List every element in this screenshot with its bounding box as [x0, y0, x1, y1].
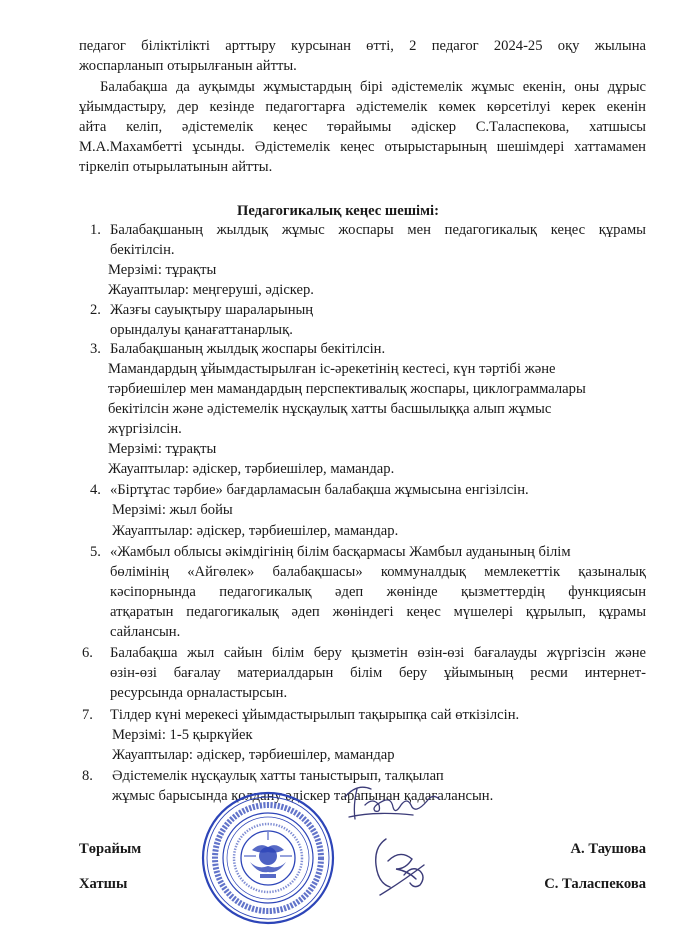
item-line: Тілдер күні мерекесі ұйымдастырылып тақырыпқа сай өткізілсін.: [110, 707, 520, 723]
item-line: ресурсында орналастырсын.: [110, 685, 288, 701]
item-line: Мерзімі: тұрақты: [108, 262, 217, 278]
item-line: Жазғы сауықтыру шараларының: [110, 302, 314, 318]
intro-line: жоспарланып отырылғанын айтты.: [79, 58, 297, 74]
item-line: сайлансын.: [110, 624, 181, 640]
item-line: Балабақша жыл сайын білім беру қызметін өзін-өзі бағалауды жүргізсін және: [110, 645, 646, 661]
item-number: 2.: [90, 302, 101, 318]
chair-name: А. Таушова: [570, 841, 646, 857]
official-stamp: [200, 790, 336, 926]
intro-line: тіркеліп отырылатынын айтты.: [79, 159, 273, 175]
intro-line: Балабақша да ауқымды жұмыстардың бірі әдістемелік жұмыс екенін, оны дұрыс: [100, 79, 646, 95]
item-number: 6.: [82, 645, 93, 661]
intro-line: ұйымдастыру, дер кезінде педагогтарға әдістемелік көмек көрсетілуі керек екенін: [79, 99, 646, 115]
item-line: Жауаптылар: әдіскер, тәрбиешілер, мамандар: [112, 747, 395, 763]
secretary-title: Хатшы: [79, 876, 128, 892]
item-line: Балабақшаның жылдық жоспары бекітілсін.: [110, 341, 386, 357]
item-line: бөлімінің «Айгөлек» балабақшасы» коммуналдық мемлекеттік қазыналық: [110, 564, 646, 580]
item-line: орындалуы қанағаттанарлық.: [110, 322, 293, 338]
intro-line: айта келіп, әдістемелік кеңес төрайымы әдіскер С.Таласпекова, хатшысы: [79, 119, 646, 135]
item-line: Мамандардың ұйымдастырылған іс-әрекетінің кестесі, күн тәртібі және: [108, 361, 556, 377]
item-line: кәсіпорнында педагогикалық әдеп жөнінде қызметтердің функциясын: [110, 584, 646, 600]
item-line: бекітілсін.: [110, 242, 175, 258]
chair-signature: [335, 775, 445, 830]
secretary-signature: [360, 825, 440, 905]
item-number: 5.: [90, 544, 101, 560]
item-line: Әдістемелік нұсқаулық хатты таныстырып, талқылап: [112, 768, 444, 784]
decision-heading: Педагогикалық кеңес шешімі:: [237, 203, 439, 219]
item-line: «Жамбыл облысы әкімдігінің білім басқармасы Жамбыл ауданының білім: [110, 544, 571, 560]
item-line: Балабақшаның жылдық жұмыс жоспары мен педагогикалық кеңес құрамы: [110, 222, 646, 238]
item-line: тәрбиешілер мен мамандардың перспективалық жоспары, циклограммалары: [108, 381, 586, 397]
item-line: Мерзімі: 1-5 қыркүйек: [112, 727, 253, 743]
item-line: бекітілсін және әдістемелік нұсқаулық хатты басшылыққа алып жұмыс: [108, 401, 552, 417]
item-number: 3.: [90, 341, 101, 357]
secretary-name: С. Таласпекова: [544, 876, 646, 892]
chair-title: Төрайым: [79, 841, 142, 857]
item-line: жүргізілсін.: [108, 421, 182, 437]
item-line: Мерзімі: жыл бойы: [112, 502, 233, 518]
item-line: Мерзімі: тұрақты: [108, 441, 217, 457]
item-number: 1.: [90, 222, 101, 238]
item-line: атқаратын педагогикалық әдеп жөніндегі кеңес мүшелері құрылып, құрамы: [110, 604, 646, 620]
item-line: жұмыс барысында қолдану әдіскер тарапынан қадағалансын.: [112, 788, 494, 804]
item-number: 7.: [82, 707, 93, 723]
item-number: 4.: [90, 482, 101, 498]
intro-line: педагог біліктілікті арттыру курсынан өтті, 2 педагог 2024-25 оқу жылына: [79, 38, 646, 54]
item-number: 8.: [82, 768, 93, 784]
item-line: Жауаптылар: әдіскер, тәрбиешілер, мамандар.: [112, 523, 399, 539]
item-line: Жауаптылар: меңгеруші, әдіскер.: [108, 282, 314, 298]
item-line: Жауаптылар: әдіскер, тәрбиешілер, мамандар.: [108, 461, 395, 477]
intro-line: М.А.Махамбетті ұсынды. Әдістемелік кеңес отырыстарының шешімдері хаттамамен: [79, 139, 646, 155]
item-line: «Біртұтас тәрбие» бағдарламасын балабақша жұмысына енгізілсін.: [110, 482, 529, 498]
item-line: өзін-өзі бағалау материалдарын білім беру ұйымының ресми интернет-: [110, 665, 646, 681]
